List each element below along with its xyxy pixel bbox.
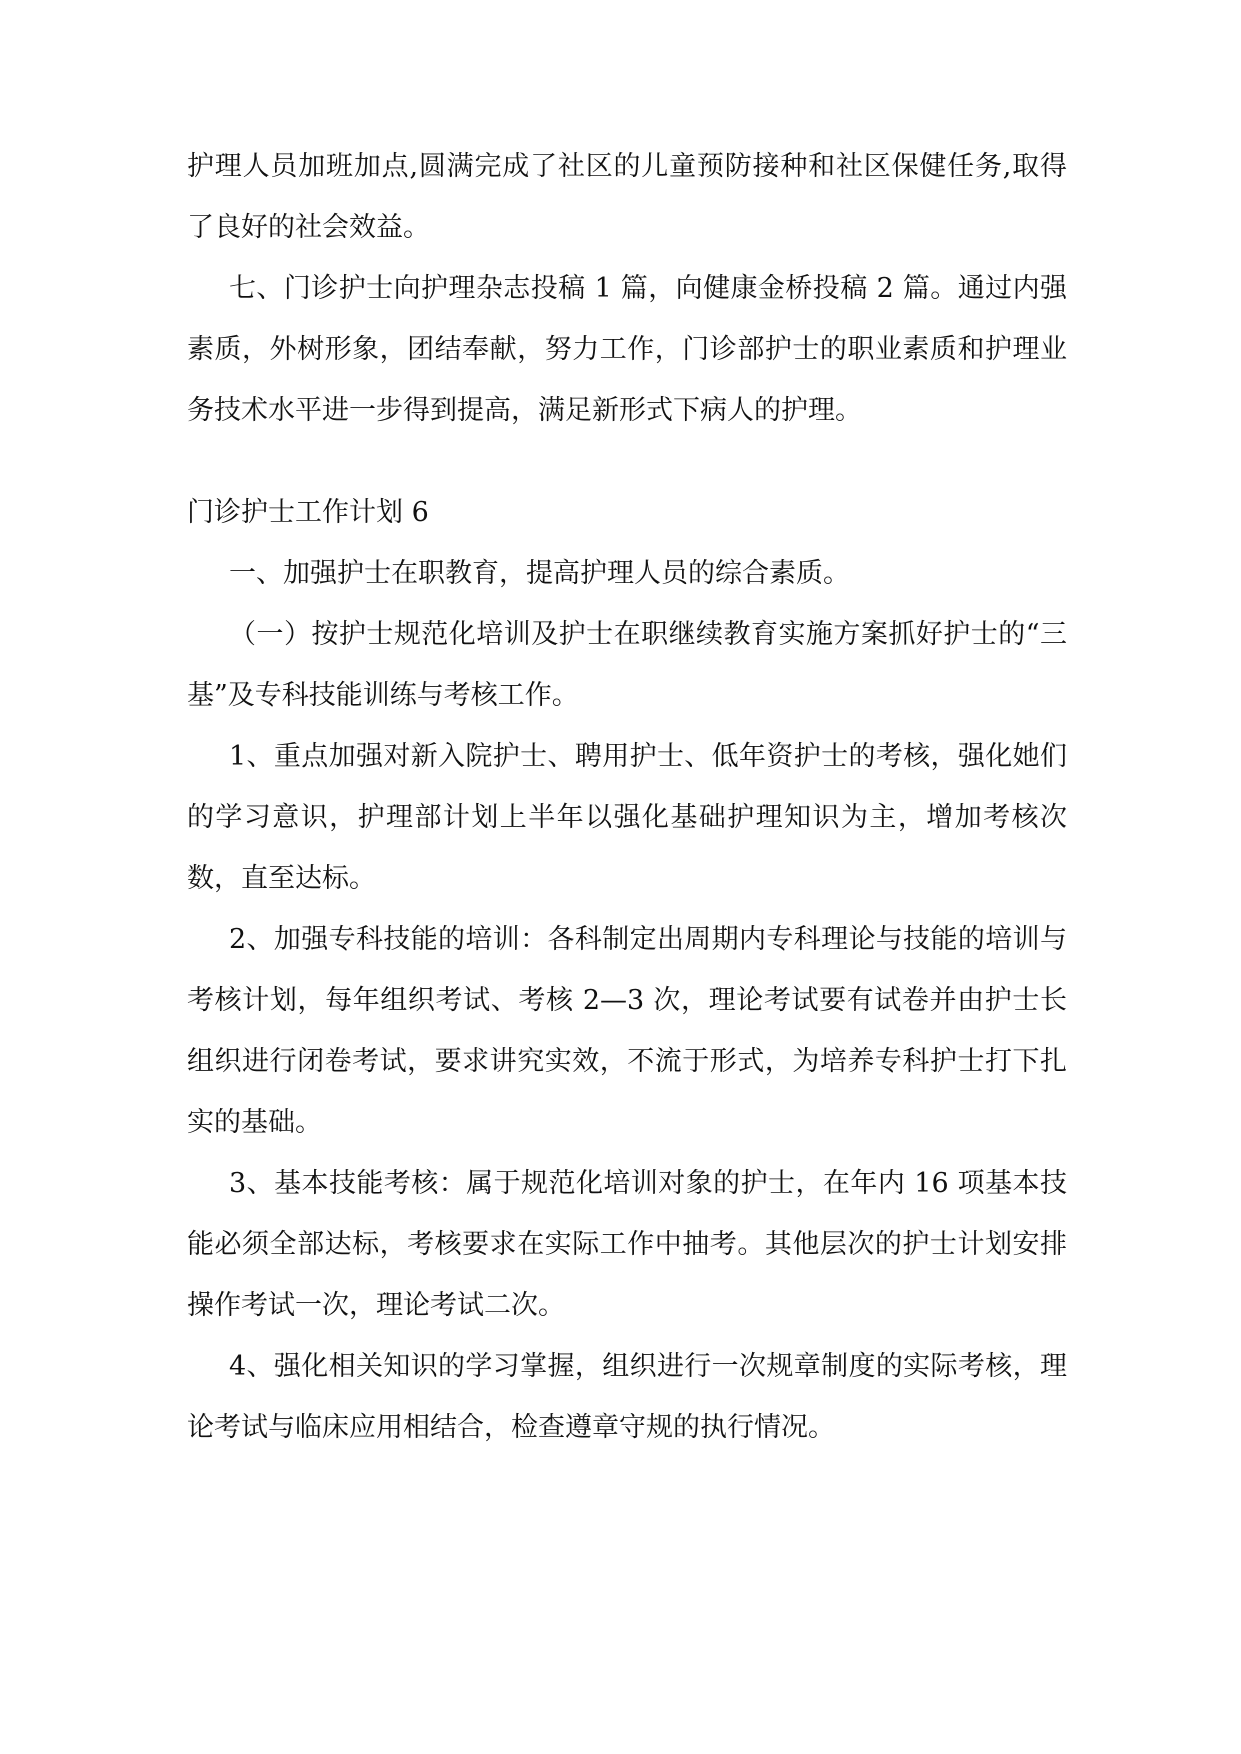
paragraph-seven-submissions: 七、门诊护士向护理杂志投稿 1 篇，向健康金桥投稿 2 篇。通过内强素质，外树形象，团结奉献，努力工作，门诊部护士的职业素质和护理业务技术水平进一步得到提高，满足新形式下病人的护理。 [187,273,1067,426]
paragraph-item-3: 3、基本技能考核：属于规范化培训对象的护士，在年内 16 项基本技能必须全部达标，考核要求在实际工作中抽考。其他层次的护士计划安排操作考试一次，理论考试二次。 [187,1168,1067,1321]
paragraph-community-service: 护理人员加班加点,圆满完成了社区的儿童预防接种和社区保健任务,取得了良好的社会效益。 [187,151,1067,243]
paragraph-item-1: 1、重点加强对新入院护士、聘用护士、低年资护士的考核，强化她们的学习意识，护理部计划上半年以强化基础护理知识为主，增加考核次数，直至达标。 [187,741,1067,894]
paragraph-sub-one-training: （一）按护士规范化培训及护士在职继续教育实施方案抓好护士的“三基”及专科技能训练与考核工作。 [187,619,1067,711]
section-title: 门诊护士工作计划 6 [187,497,429,528]
paragraph-one-education: 一、加强护士在职教育，提高护理人员的综合素质。 [229,558,850,589]
paragraph-item-4: 4、强化相关知识的学习掌握，组织进行一次规章制度的实际考核，理论考试与临床应用相结合，检查遵章守规的执行情况。 [187,1351,1067,1443]
paragraph-item-2: 2、加强专科技能的培训：各科制定出周期内专科理论与技能的培训与考核计划，每年组织考试、考核 2—3 次，理论考试要有试卷并由护士长组织进行闭卷考试，要求讲究实效，不流于形式，为培养专科护士打下扎实的基础。 [187,924,1067,1138]
